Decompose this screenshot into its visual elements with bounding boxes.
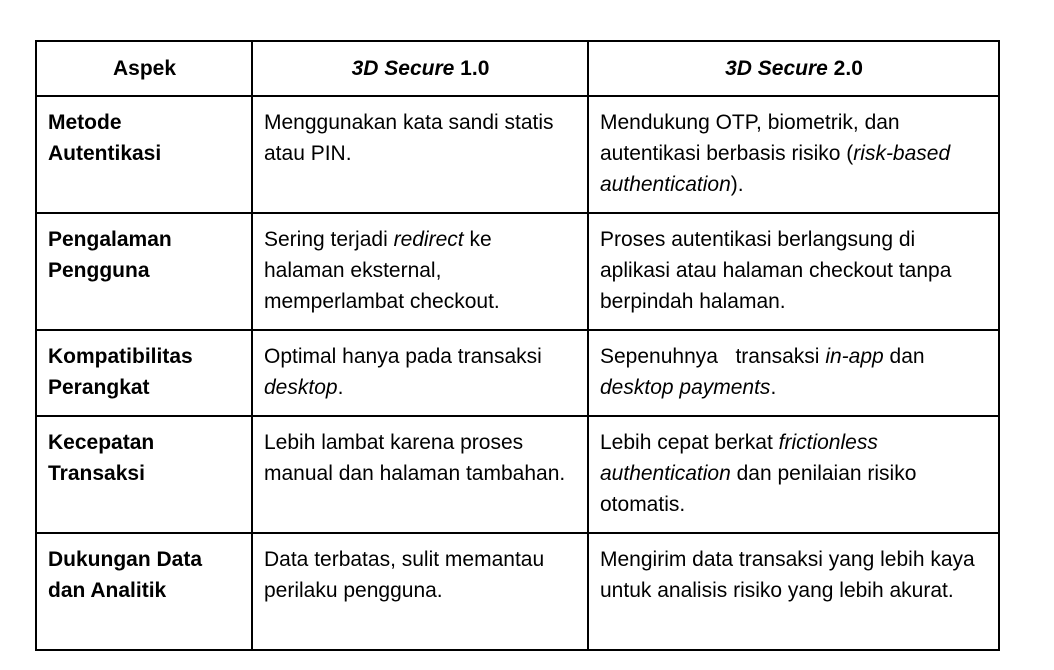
v2-text: Sepenuhnya transaksi <box>600 345 826 368</box>
v1-text-italic: redirect <box>393 228 464 251</box>
aspect-line: Kecepatan <box>48 431 155 454</box>
aspect-cell <box>36 416 252 533</box>
v1-text: ke halaman eksternal, memperlambat checkout. <box>264 228 500 313</box>
table-row <box>36 330 999 416</box>
v1-text: Menggunakan kata sandi statis atau PIN. <box>264 111 554 165</box>
table-row <box>36 416 999 533</box>
v2-text-italic: frictionless authentication <box>600 431 878 485</box>
aspect-line: Dukungan Data <box>48 548 203 571</box>
v1-cell <box>252 96 588 213</box>
v2-text: Mendukung OTP, biometrik, dan autentikasi berbasis risiko ( <box>600 111 900 165</box>
v1-text: Optimal hanya pada transaksi <box>264 345 542 368</box>
v2-cell <box>588 416 999 533</box>
aspect-line: Pengalaman <box>48 228 172 251</box>
v2-text-italic: risk-based authentication <box>600 142 951 196</box>
header-3ds-2-version: 2.0 <box>827 57 863 80</box>
aspect-line: Metode <box>48 111 122 134</box>
v1-text: Data terbatas, sulit memantau perilaku pengguna. <box>264 548 545 602</box>
aspect-cell <box>36 96 252 213</box>
v1-cell <box>252 533 588 650</box>
aspect-cell <box>36 330 252 416</box>
header-3ds-2 <box>588 41 999 96</box>
aspect-line: dan Analitik <box>48 579 167 602</box>
v1-text: . <box>337 376 344 399</box>
aspect-line: Perangkat <box>48 376 150 399</box>
v2-text: ). <box>730 173 744 196</box>
comparison-table <box>35 40 1000 651</box>
header-row <box>36 41 999 96</box>
header-aspect: Aspek <box>36 41 252 96</box>
v1-cell <box>252 213 588 330</box>
v2-cell <box>588 96 999 213</box>
v2-text: dan <box>883 345 931 368</box>
aspect-line: Kompatibilitas <box>48 345 193 368</box>
aspect-line: Pengguna <box>48 259 150 282</box>
v1-cell <box>252 330 588 416</box>
header-3ds-1-version: 1.0 <box>454 57 490 80</box>
v2-text: dan penilaian risiko otomatis. <box>600 462 917 516</box>
v2-cell <box>588 330 999 416</box>
aspect-line: Transaksi <box>48 462 145 485</box>
aspect-cell <box>36 213 252 330</box>
table-row <box>36 213 999 330</box>
v1-text: Lebih lambat karena proses manual dan halaman tambahan. <box>264 431 566 485</box>
header-3ds-1-name: 3D Secure <box>351 57 455 80</box>
v2-text-italic: desktop payments <box>600 376 771 399</box>
v1-text-italic: desktop <box>264 376 338 399</box>
v2-text: Mengirim data transaksi yang lebih kaya untuk analisis risiko yang lebih akurat. <box>600 548 975 602</box>
table-row <box>36 96 999 213</box>
header-3ds-2-name: 3D Secure <box>725 57 828 80</box>
v2-text-italic: in-app <box>825 345 884 368</box>
aspect-line: Autentikasi <box>48 142 162 165</box>
aspect-cell <box>36 533 252 650</box>
v1-cell <box>252 416 588 533</box>
v2-cell <box>588 533 999 650</box>
v1-text: Sering terjadi <box>264 228 394 251</box>
table-row <box>36 533 999 650</box>
header-3ds-1 <box>252 41 588 96</box>
v2-text: Proses autentikasi berlangsung di aplikasi atau halaman checkout tanpa berpindah halaman. <box>600 228 952 313</box>
v2-text: Lebih cepat berkat <box>600 431 779 454</box>
v2-text: . <box>770 376 777 399</box>
v2-cell <box>588 213 999 330</box>
